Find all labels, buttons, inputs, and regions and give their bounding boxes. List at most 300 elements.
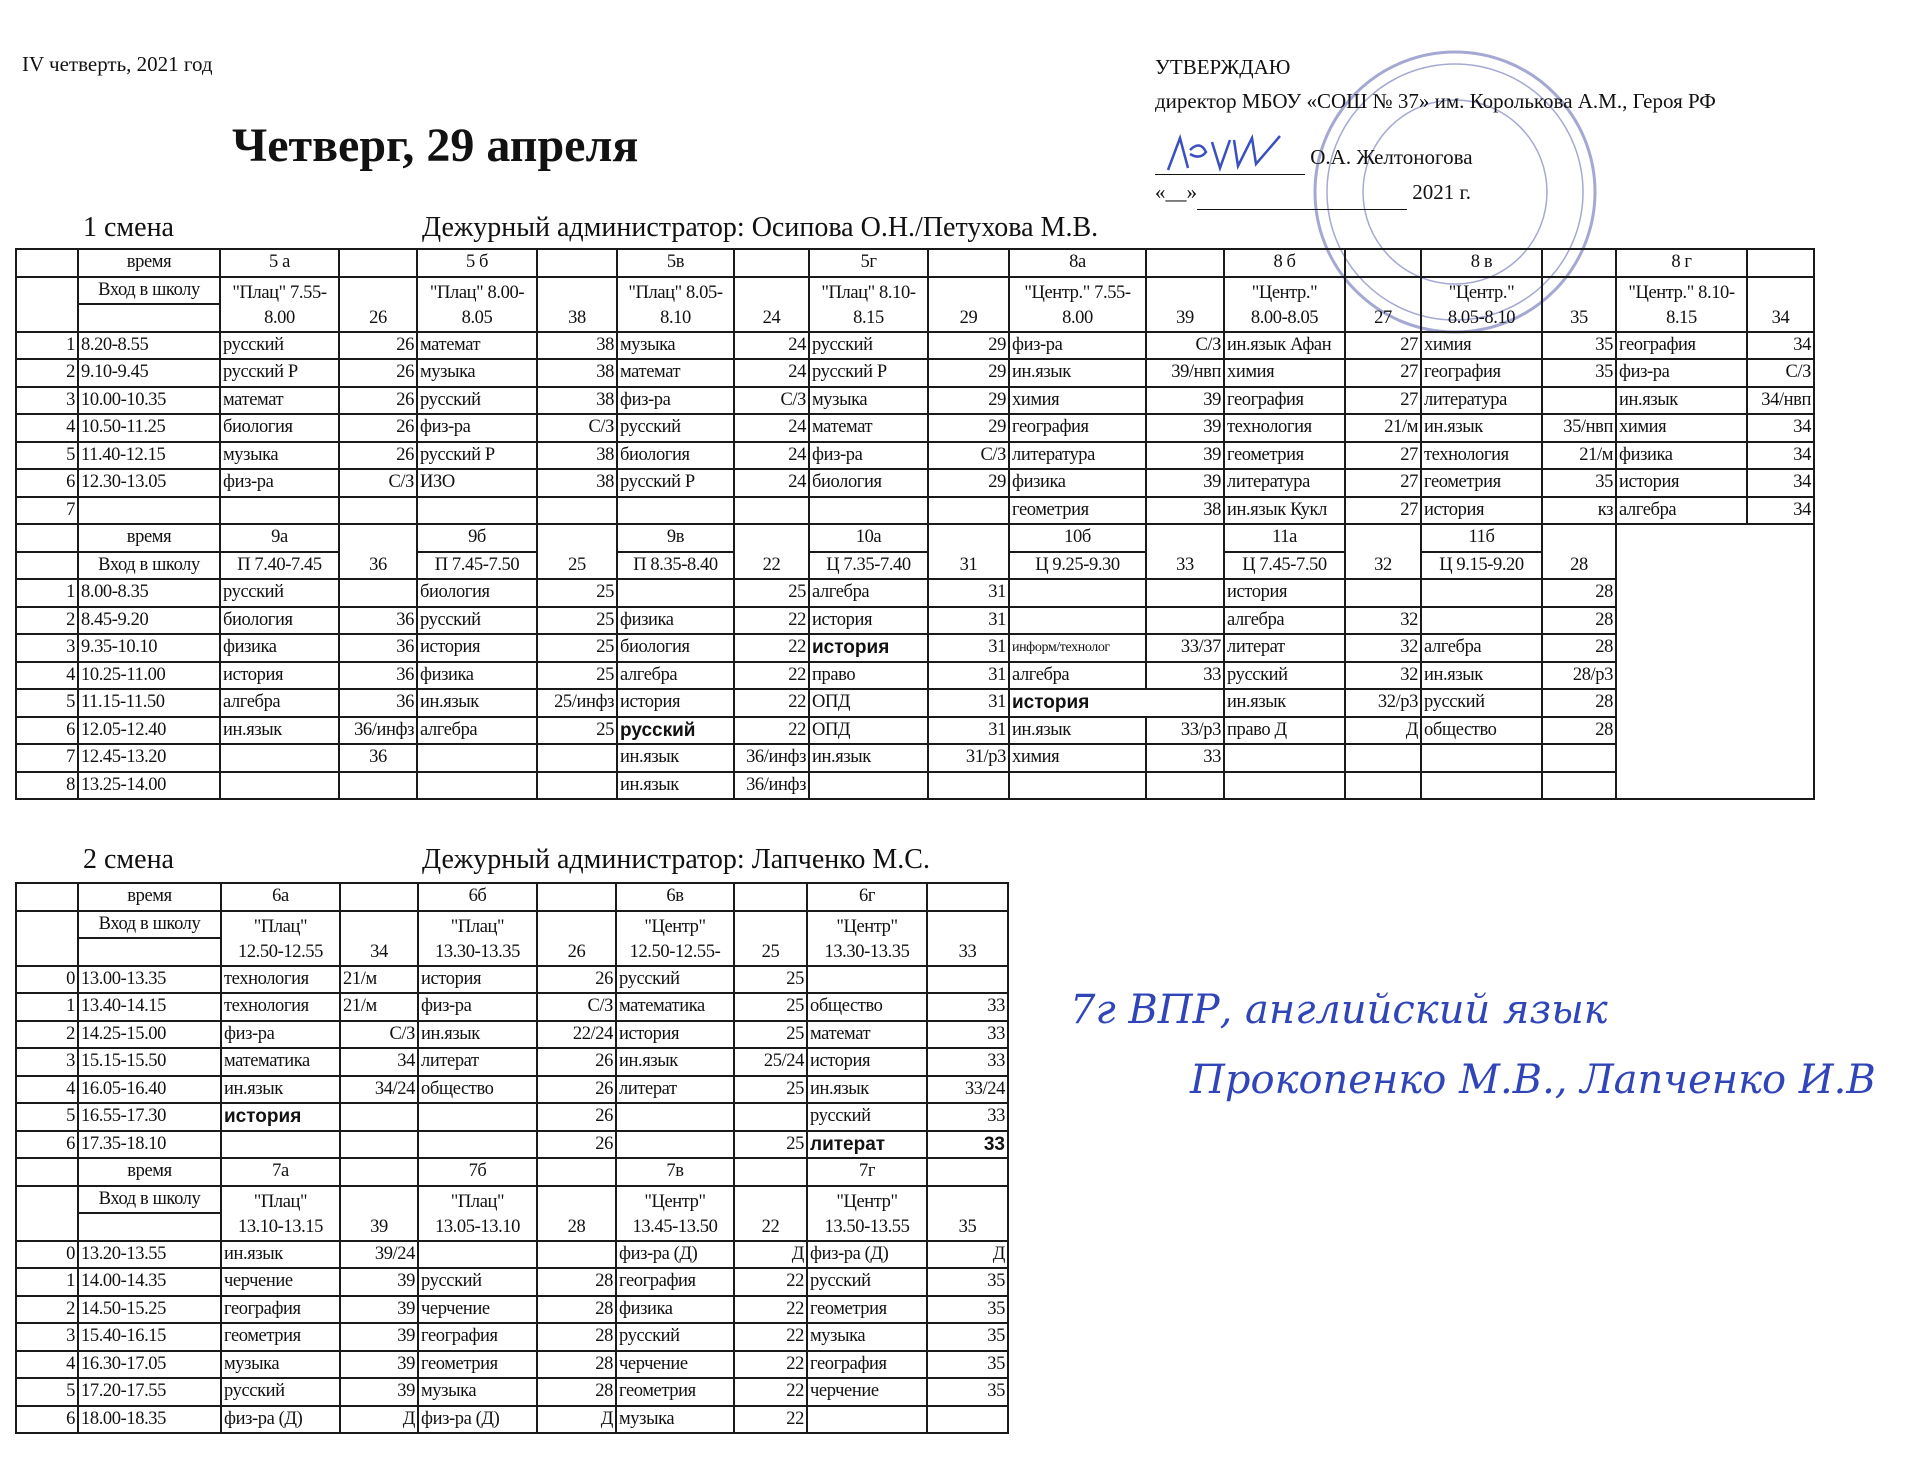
room <box>927 1406 1008 1434</box>
lesson-time: 12.05-12.40 <box>78 717 220 745</box>
room: 35 <box>927 1351 1008 1379</box>
lesson-number: 7 <box>16 744 78 772</box>
subject: биология <box>417 579 537 607</box>
class-name: 7г <box>807 1158 927 1186</box>
subject: география <box>616 1268 734 1296</box>
subject: ин.язык <box>616 1048 734 1076</box>
room: 31 <box>928 634 1009 662</box>
subject: ин.язык <box>1421 414 1542 442</box>
entry-time <box>807 911 927 966</box>
lesson-row <box>16 1103 1008 1131</box>
shift-2-admin: Дежурный администратор: Лапченко М.С. <box>422 844 930 875</box>
room <box>1345 772 1421 800</box>
lesson-number: 6 <box>16 469 78 497</box>
subject: русский Р <box>220 359 339 387</box>
subject: ОПД <box>809 717 928 745</box>
entry-time <box>617 277 734 332</box>
subject <box>807 1406 927 1434</box>
entry-time: П 8.35-8.40 <box>617 552 734 580</box>
entry-place: "Центр." 8.10- <box>1628 282 1735 303</box>
subject <box>418 1103 537 1131</box>
lesson-number: 3 <box>16 387 78 415</box>
subject <box>417 772 537 800</box>
room: 29 <box>928 414 1009 442</box>
entry-time <box>809 277 928 332</box>
room: 28 <box>1542 717 1616 745</box>
room-header-blank <box>734 1158 807 1186</box>
subject: ин.язык <box>1616 387 1747 415</box>
room: 38 <box>537 469 617 497</box>
subject: физ-ра <box>1009 332 1146 360</box>
subject: история <box>221 1103 340 1131</box>
shift-1-label: 1 смена <box>83 212 174 243</box>
subject <box>418 1241 537 1269</box>
lesson-time: 13.00-13.35 <box>78 966 221 994</box>
lesson-row <box>16 469 1814 497</box>
lesson-number: 5 <box>16 442 78 470</box>
room: 26 <box>339 414 417 442</box>
subject: физ-ра (Д) <box>221 1406 340 1434</box>
subject <box>617 579 734 607</box>
subject: алгебра <box>1616 497 1747 525</box>
room: 39 <box>1146 469 1224 497</box>
entry-place: "Плац" <box>253 916 308 937</box>
entry-room: 22 <box>734 1186 807 1241</box>
lesson-row <box>16 689 1814 717</box>
lesson-time: 16.05-16.40 <box>78 1076 221 1104</box>
subject: география <box>1616 332 1747 360</box>
subject: литерат <box>418 1048 537 1076</box>
lesson-row <box>16 1378 1008 1406</box>
room: 22 <box>734 689 809 717</box>
approve-date-prefix: «__» <box>1155 180 1197 204</box>
subject <box>1009 579 1146 607</box>
subject: геометрия <box>1224 442 1345 470</box>
lesson-number: 4 <box>16 414 78 442</box>
room: 33/р3 <box>1146 717 1224 745</box>
lesson-number: 1 <box>16 332 78 360</box>
subject: русский <box>417 607 537 635</box>
room <box>537 744 617 772</box>
room: 26 <box>537 1103 616 1131</box>
room: 28 <box>1542 579 1616 607</box>
subject: литература <box>1224 469 1345 497</box>
entry-row <box>16 1186 1008 1214</box>
lesson-time: 12.30-13.05 <box>78 469 220 497</box>
entry-room: 33 <box>1146 524 1224 579</box>
room: 33 <box>927 1021 1008 1049</box>
subject: физ-ра <box>418 993 537 1021</box>
subject: русский <box>1224 662 1345 690</box>
subject: русский <box>221 1378 340 1406</box>
subject: математика <box>616 993 734 1021</box>
entry-label: Вход в школу <box>78 552 220 580</box>
class-header-row <box>16 883 1008 911</box>
room-header-blank <box>1146 249 1224 277</box>
room <box>537 772 617 800</box>
entry-label: Вход в школу <box>78 911 221 939</box>
class-name: 9а <box>220 524 339 552</box>
subject: музыка <box>807 1323 927 1351</box>
entry-place: "Центр." <box>1251 282 1318 303</box>
room-header-blank <box>537 1158 616 1186</box>
subject <box>617 497 734 525</box>
subject: русский Р <box>809 359 928 387</box>
class-name: 10а <box>809 524 928 552</box>
subject: история <box>809 607 928 635</box>
subject: русский <box>220 579 339 607</box>
subject: история <box>1009 689 1224 717</box>
subject: физ-ра <box>221 1021 340 1049</box>
subject <box>1224 772 1345 800</box>
class-name: 11б <box>1421 524 1542 552</box>
class-name: 6а <box>221 883 340 911</box>
subject: русский <box>417 387 537 415</box>
room: 25 <box>734 966 807 994</box>
entry-place: "Плац" 8.05- <box>628 282 723 303</box>
room: 22 <box>734 1323 807 1351</box>
room: 33/37 <box>1146 634 1224 662</box>
subject: алгебра <box>809 579 928 607</box>
subject: ин.язык <box>617 744 734 772</box>
room: 39 <box>340 1296 418 1324</box>
subject: физ-ра <box>1616 359 1747 387</box>
subject: биология <box>617 634 734 662</box>
room: 22 <box>734 717 809 745</box>
room: Д <box>1345 717 1421 745</box>
room: 21/м <box>340 966 418 994</box>
room-header-blank <box>927 883 1008 911</box>
subject: музыка <box>220 442 339 470</box>
subject: математ <box>220 387 339 415</box>
subject: ИЗО <box>417 469 537 497</box>
room: 27 <box>1345 497 1421 525</box>
room: 26 <box>339 442 417 470</box>
subject: русский <box>616 966 734 994</box>
director-signature <box>1160 130 1300 180</box>
subject: география <box>807 1351 927 1379</box>
room: 26 <box>537 966 616 994</box>
room: 33/24 <box>927 1076 1008 1104</box>
room: 39 <box>340 1351 418 1379</box>
lesson-time: 10.00-10.35 <box>78 387 220 415</box>
room: 38 <box>1146 497 1224 525</box>
room <box>1542 772 1616 800</box>
room: 29 <box>928 387 1009 415</box>
subject: ин.язык <box>418 1021 537 1049</box>
room: 39 <box>1146 387 1224 415</box>
entry-time-range: 8.00 <box>264 307 295 328</box>
entry-place: "Центр" <box>644 916 706 937</box>
lesson-row <box>16 1406 1008 1434</box>
class-header-row <box>16 249 1814 277</box>
subject: ин.язык <box>617 772 734 800</box>
subject: русский Р <box>417 442 537 470</box>
room: 29 <box>928 469 1009 497</box>
subject: математ <box>809 414 928 442</box>
subject <box>1421 744 1542 772</box>
room <box>1146 579 1224 607</box>
entry-row <box>16 911 1008 939</box>
subject <box>417 744 537 772</box>
room: 26 <box>537 1048 616 1076</box>
lesson-row <box>16 744 1814 772</box>
lesson-number: 3 <box>16 1323 78 1351</box>
room-header-blank <box>340 883 418 911</box>
subject: история <box>807 1048 927 1076</box>
room: 31 <box>928 689 1009 717</box>
subject: музыка <box>617 332 734 360</box>
room: Д <box>340 1406 418 1434</box>
page-title: Четверг, 29 апреля <box>232 119 639 172</box>
room: 39/нвп <box>1146 359 1224 387</box>
subject: русский <box>616 1323 734 1351</box>
room-header-blank <box>927 1158 1008 1186</box>
class-name: 5в <box>617 249 734 277</box>
room: 28 <box>1542 689 1616 717</box>
lesson-number: 1 <box>16 579 78 607</box>
lesson-row <box>16 497 1814 525</box>
room-header-blank <box>537 249 617 277</box>
lesson-row <box>16 1268 1008 1296</box>
room <box>927 966 1008 994</box>
lesson-number: 5 <box>16 1378 78 1406</box>
room: 27 <box>1345 387 1421 415</box>
room: С/З <box>340 1021 418 1049</box>
room: 33 <box>1146 662 1224 690</box>
shift-2-schedule-table <box>15 882 1009 1434</box>
entry-time-range: 8.05 <box>461 307 493 328</box>
subject: право Д <box>1224 717 1345 745</box>
lesson-row <box>16 442 1814 470</box>
entry-place: "Плац" <box>450 916 505 937</box>
entry-room: 38 <box>537 277 617 332</box>
lesson-time: 13.40-14.15 <box>78 993 221 1021</box>
room: 39 <box>340 1378 418 1406</box>
lesson-row <box>16 1131 1008 1159</box>
subject <box>1224 744 1345 772</box>
lesson-number: 1 <box>16 1268 78 1296</box>
lesson-time: 13.25-14.00 <box>78 772 220 800</box>
room: 34/нвп <box>1747 387 1814 415</box>
room: 31/р3 <box>928 744 1009 772</box>
entry-place: "Плац" 8.10- <box>821 282 916 303</box>
lesson-time: 16.55-17.30 <box>78 1103 221 1131</box>
room: 34 <box>1747 414 1814 442</box>
lesson-time: 14.00-14.35 <box>78 1268 221 1296</box>
subject: геометрия <box>1009 497 1146 525</box>
entry-time-range: 8.05-8.10 <box>1447 307 1516 328</box>
room: 25 <box>537 579 617 607</box>
room: 27 <box>1345 332 1421 360</box>
subject: химия <box>1009 744 1146 772</box>
approve-year: 2021 г. <box>1412 180 1471 204</box>
room: 25 <box>734 1131 807 1159</box>
room: 36 <box>339 607 417 635</box>
subject: биология <box>220 414 339 442</box>
subject: русский <box>418 1268 537 1296</box>
entry-room: 28 <box>537 1186 616 1241</box>
entry-room: 36 <box>339 524 417 579</box>
room: 24 <box>734 469 809 497</box>
room: 27 <box>1345 359 1421 387</box>
subject <box>1421 607 1542 635</box>
subject <box>616 1131 734 1159</box>
room: 34 <box>1747 442 1814 470</box>
row-number-blank <box>16 552 78 580</box>
entry-room: 25 <box>734 911 807 966</box>
subject: музыка <box>221 1351 340 1379</box>
subject: алгебра <box>417 717 537 745</box>
lesson-row <box>16 634 1814 662</box>
room: 27 <box>1345 442 1421 470</box>
room <box>340 1103 418 1131</box>
room: 28 <box>537 1351 616 1379</box>
room <box>928 772 1009 800</box>
time-header: время <box>78 524 220 552</box>
room: 25/24 <box>734 1048 807 1076</box>
subject: ОПД <box>809 689 928 717</box>
entry-label-blank <box>78 304 220 332</box>
room: 21/м <box>340 993 418 1021</box>
lesson-row <box>16 1296 1008 1324</box>
room: 22 <box>734 1268 807 1296</box>
subject: музыка <box>809 387 928 415</box>
class-name: 10б <box>1009 524 1146 552</box>
subject: ин.язык <box>417 689 537 717</box>
subject: история <box>617 689 734 717</box>
class-name: 5 б <box>417 249 537 277</box>
class-name: 11а <box>1224 524 1345 552</box>
subject <box>221 1131 340 1159</box>
room: 28 <box>1542 634 1616 662</box>
subject <box>807 966 927 994</box>
lesson-time <box>78 497 220 525</box>
room: 24 <box>734 414 809 442</box>
lesson-time: 11.40-12.15 <box>78 442 220 470</box>
room: 28 <box>537 1378 616 1406</box>
class-name: 5г <box>809 249 928 277</box>
room: 34 <box>1747 332 1814 360</box>
lesson-row <box>16 1351 1008 1379</box>
entry-room: 31 <box>928 524 1009 579</box>
subject: физика <box>417 662 537 690</box>
lesson-row <box>16 414 1814 442</box>
room: 25 <box>537 717 617 745</box>
room: Д <box>734 1241 807 1269</box>
room: 21/м <box>1345 414 1421 442</box>
room: 35 <box>1542 332 1616 360</box>
class-name: 6г <box>807 883 927 911</box>
time-header: время <box>78 883 221 911</box>
subject: ин.язык <box>807 1076 927 1104</box>
entry-time <box>418 911 537 966</box>
entry-time-range: 13.30-13.35 <box>824 941 910 962</box>
room: 39 <box>1146 442 1224 470</box>
room-header-blank <box>928 249 1009 277</box>
room: 28 <box>1542 607 1616 635</box>
lesson-time: 16.30-17.05 <box>78 1351 221 1379</box>
entry-time-range: 13.45-13.50 <box>632 1216 718 1237</box>
subject: физика <box>1009 469 1146 497</box>
subject: физика <box>616 1296 734 1324</box>
class-name: 8 г <box>1616 249 1747 277</box>
subject: математ <box>807 1021 927 1049</box>
room: 26 <box>537 1131 616 1159</box>
subject: литература <box>1421 387 1542 415</box>
room: 35 <box>927 1268 1008 1296</box>
room: 33 <box>927 1103 1008 1131</box>
room: 36 <box>339 744 417 772</box>
room: 31 <box>928 662 1009 690</box>
class-name: 8а <box>1009 249 1146 277</box>
entry-room: 22 <box>734 524 809 579</box>
entry-room: 39 <box>340 1186 418 1241</box>
entry-room: 35 <box>1542 277 1616 332</box>
shift-2-label: 2 смена <box>83 844 174 875</box>
subject: физика <box>1616 442 1747 470</box>
approve-name: О.А. Желтоногова <box>1310 145 1473 169</box>
subject: химия <box>1616 414 1747 442</box>
class-name: 8 в <box>1421 249 1542 277</box>
room: С/З <box>734 387 809 415</box>
subject: геометрия <box>807 1296 927 1324</box>
room-header-blank <box>1345 249 1421 277</box>
room: 39/24 <box>340 1241 418 1269</box>
room: 22 <box>734 1296 807 1324</box>
room: 26 <box>537 1076 616 1104</box>
lesson-number: 4 <box>16 1076 78 1104</box>
entry-room: 39 <box>1146 277 1224 332</box>
class-name: 6в <box>616 883 734 911</box>
room: 26 <box>339 359 417 387</box>
entry-room: 32 <box>1345 524 1421 579</box>
lesson-number: 0 <box>16 966 78 994</box>
room-header-blank <box>1542 249 1616 277</box>
lesson-time: 12.45-13.20 <box>78 744 220 772</box>
room: 32 <box>1345 662 1421 690</box>
room: 25 <box>537 662 617 690</box>
room: 25 <box>734 1021 807 1049</box>
room: 21/м <box>1542 442 1616 470</box>
entry-time <box>807 1186 927 1241</box>
class-name: 7б <box>418 1158 537 1186</box>
room: С/З <box>537 993 616 1021</box>
subject: история <box>1421 497 1542 525</box>
room: кз <box>1542 497 1616 525</box>
room: 36/инфз <box>734 772 809 800</box>
lesson-time: 10.25-11.00 <box>78 662 220 690</box>
lesson-row <box>16 1076 1008 1104</box>
subject: физ-ра <box>809 442 928 470</box>
room <box>339 497 417 525</box>
subject: география <box>1009 414 1146 442</box>
lesson-row <box>16 332 1814 360</box>
subject <box>220 744 339 772</box>
entry-label: Вход в школу <box>78 277 220 305</box>
subject: химия <box>1009 387 1146 415</box>
room: С/З <box>537 414 617 442</box>
room: 28 <box>537 1296 616 1324</box>
entry-label-blank <box>78 938 221 966</box>
subject: русский <box>220 332 339 360</box>
room: 28 <box>537 1323 616 1351</box>
lesson-number: 5 <box>16 1103 78 1131</box>
lesson-row <box>16 1048 1008 1076</box>
room <box>1345 744 1421 772</box>
room: 26 <box>339 387 417 415</box>
subject: алгебра <box>617 662 734 690</box>
